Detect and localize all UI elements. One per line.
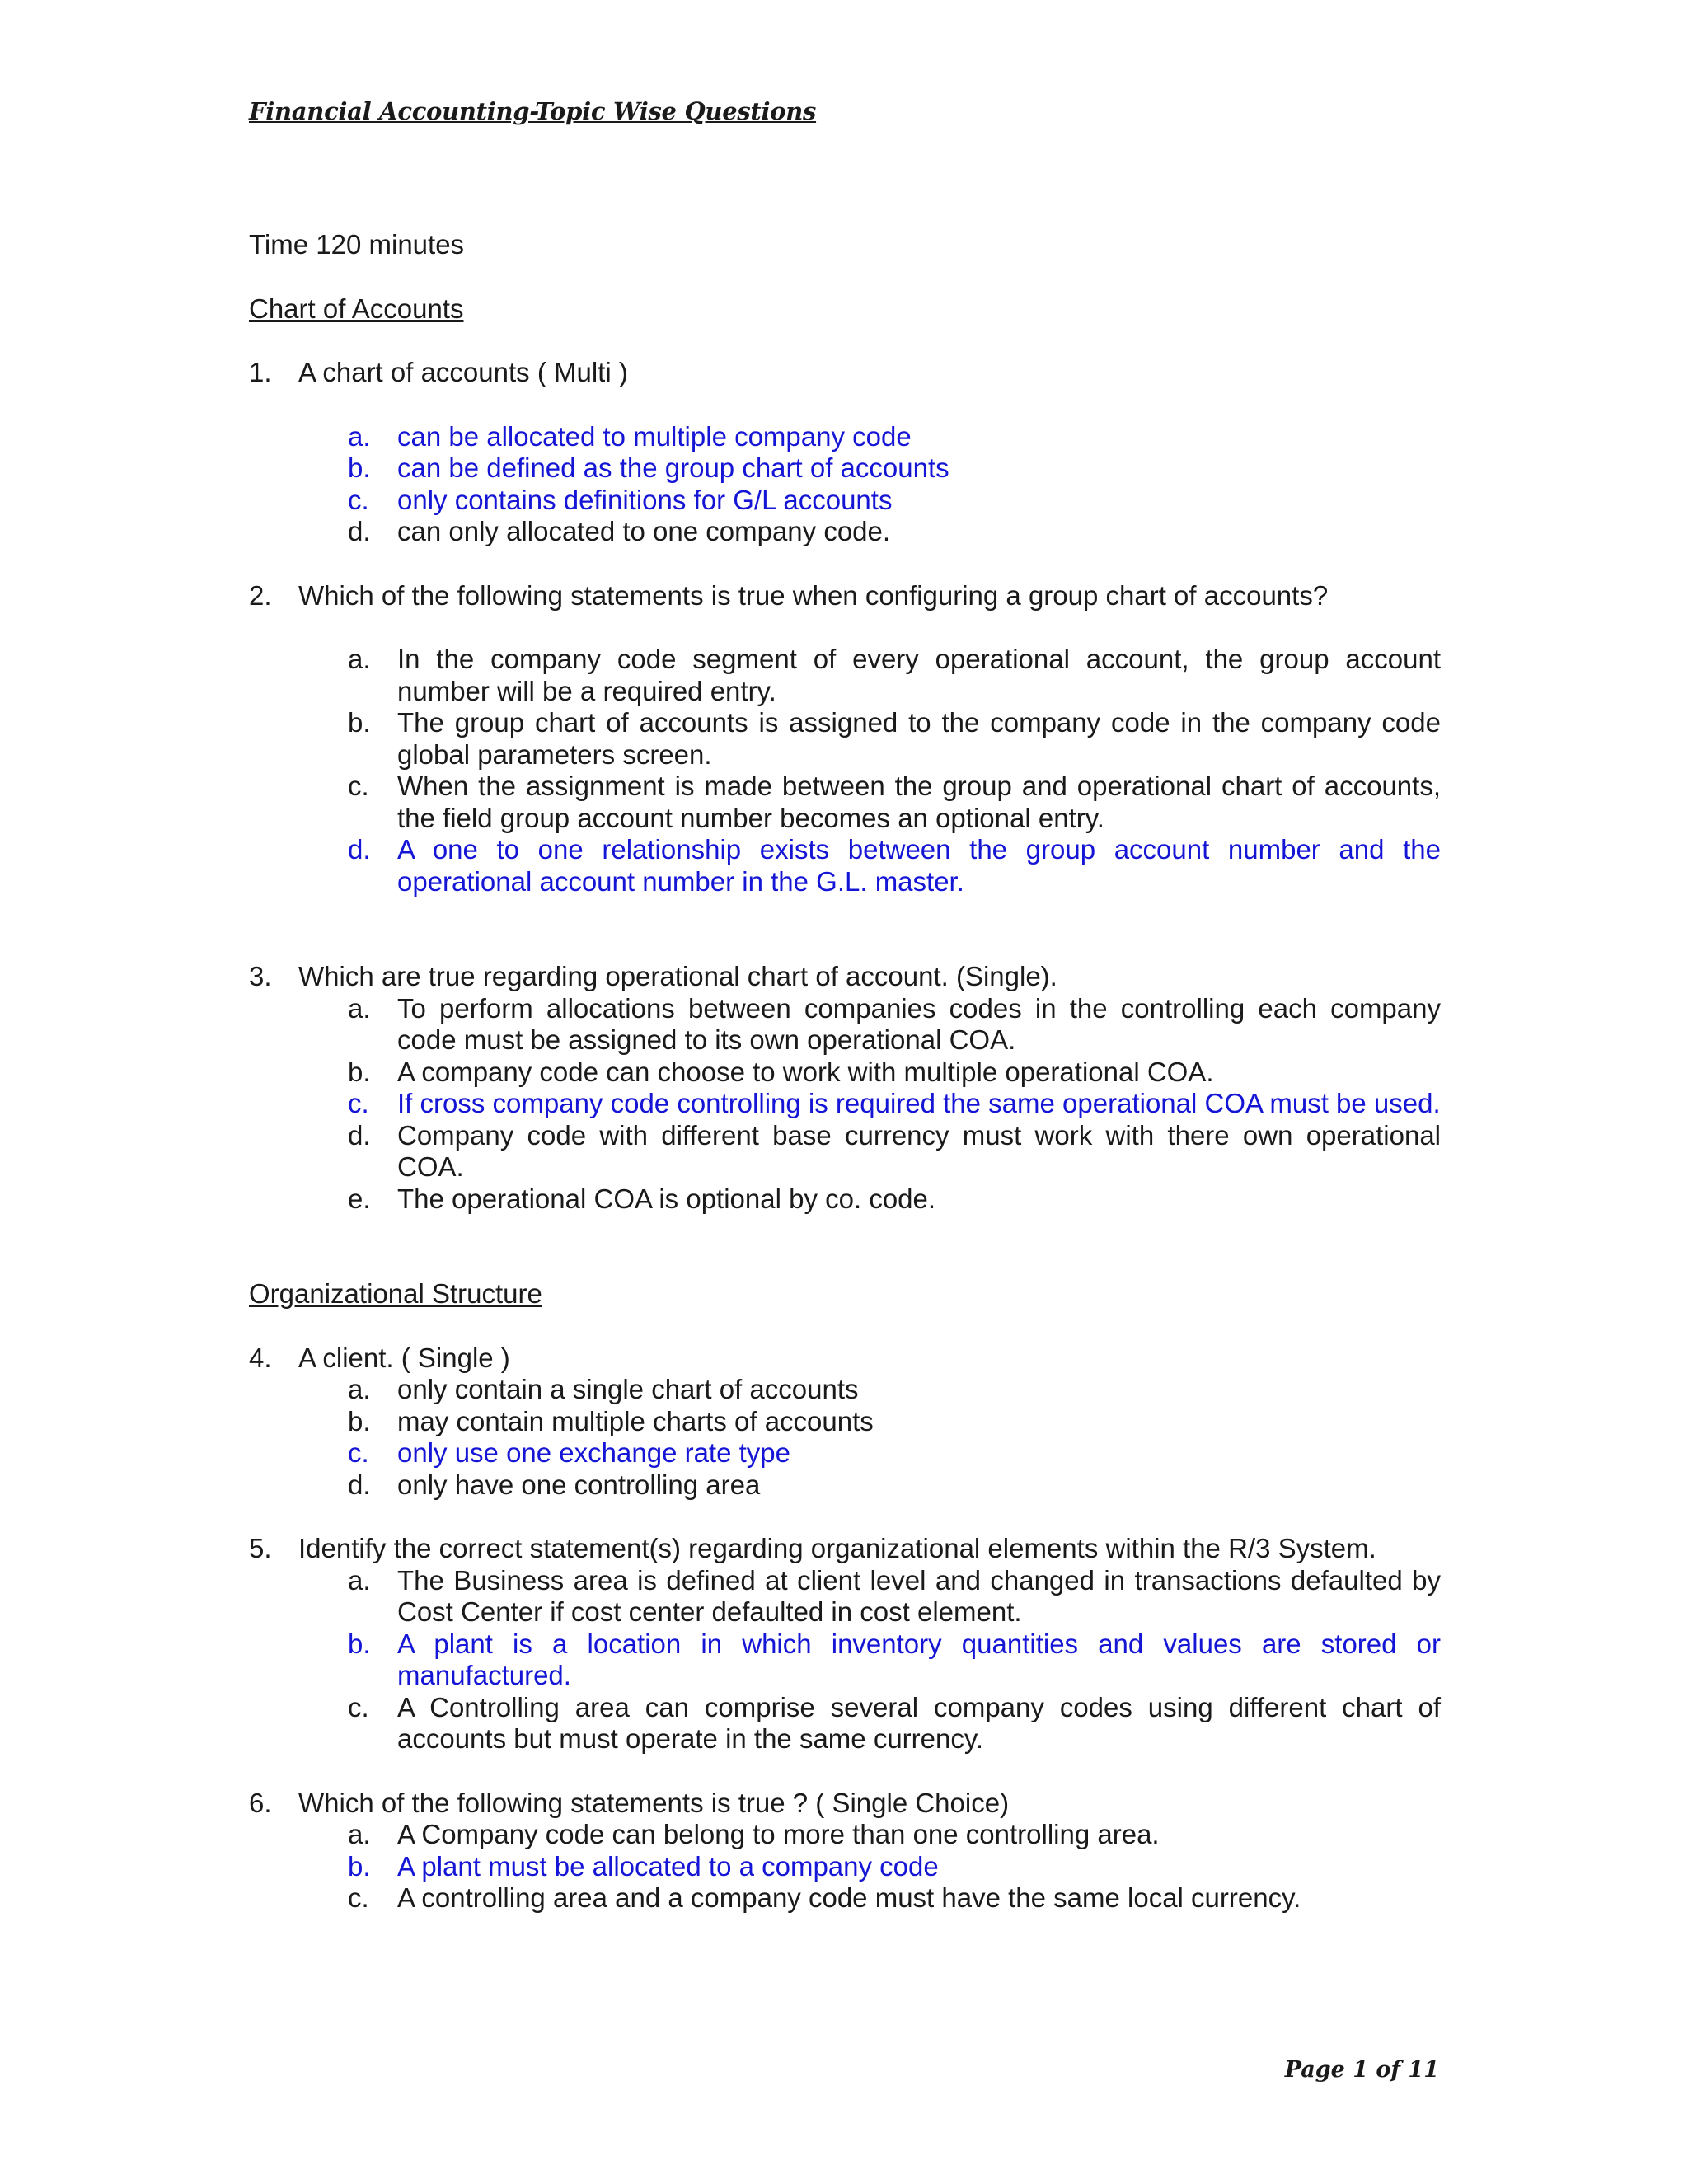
question-1 <box>249 357 1441 389</box>
answer-option-correct <box>348 1437 1441 1469</box>
option-letter: b. <box>348 707 371 738</box>
answer-option-correct <box>348 834 1441 898</box>
answer-option <box>348 1057 1441 1089</box>
option-text: If cross company code controlling is required the same operational COA must be used. <box>397 1088 1441 1118</box>
option-text: When the assignment is made between the group and operational chart of accounts, the field group account number becomes an optional entry. <box>397 771 1441 833</box>
option-text: can be defined as the group chart of accounts <box>397 452 950 483</box>
document-body <box>249 229 1441 1915</box>
answer-option-correct <box>348 1629 1441 1692</box>
answer-option <box>348 993 1441 1057</box>
question-5 <box>249 1533 1441 1565</box>
option-text: A plant must be allocated to a company code <box>397 1850 939 1882</box>
option-letter: c. <box>348 484 369 515</box>
option-text: In the company code segment of every operational account, the group account number will be a required entry. <box>397 644 1441 706</box>
option-text: A Company code can belong to more than one controlling area. <box>397 1819 1160 1849</box>
answer-option-correct <box>348 421 1441 453</box>
option-letter: a. <box>348 1819 371 1849</box>
option-letter: c. <box>348 1691 369 1722</box>
option-text: only contain a single chart of accounts <box>397 1374 859 1404</box>
document-header-title: Financial Accounting-Topic Wise Questions <box>249 97 817 125</box>
answer-option-correct <box>348 452 1441 485</box>
option-letter: b. <box>348 1405 371 1436</box>
answer-option-correct <box>348 1088 1441 1120</box>
option-letter: a. <box>348 644 371 674</box>
option-text: A company code can choose to work with multiple operational COA. <box>397 1056 1214 1087</box>
option-letter: c. <box>348 1882 369 1913</box>
option-text: A one to one relationship exists between the group account number and the operational account number in the G.L. master. <box>397 834 1441 897</box>
answer-option <box>348 1882 1441 1915</box>
question-3 <box>249 961 1441 993</box>
option-letter: c. <box>348 771 369 801</box>
section-heading-chart-of-accounts: Chart of Accounts <box>249 293 464 324</box>
question-number: 6. <box>249 1787 272 1818</box>
answer-option <box>348 516 1441 548</box>
question-6 <box>249 1788 1441 1820</box>
option-text: A Controlling area can comprise several company codes using different chart of accounts but must operate in the same currency. <box>397 1691 1441 1754</box>
question-number: 4. <box>249 1342 272 1373</box>
question-2 <box>249 580 1441 612</box>
time-limit-text: Time 120 minutes <box>249 229 465 260</box>
answer-option-correct <box>348 1851 1441 1883</box>
option-letter: c. <box>348 1437 369 1468</box>
option-letter: c. <box>348 1088 369 1118</box>
question-number: 5. <box>249 1533 272 1563</box>
option-text: can be allocated to multiple company code <box>397 420 912 452</box>
question-text: A client. ( Single ) <box>298 1342 510 1373</box>
option-text: The operational COA is optional by co. code. <box>397 1183 936 1214</box>
option-text: Company code with different base currency must work with there own operational COA. <box>397 1119 1441 1182</box>
section-heading-organizational-structure: Organizational Structure <box>249 1278 542 1309</box>
option-letter: a. <box>348 1564 371 1596</box>
question-text: Identify the correct statement(s) regarding organizational elements within the R/3 System. <box>298 1533 1376 1563</box>
option-letter: d. <box>348 1469 371 1500</box>
option-text: can only allocated to one company code. <box>397 516 891 546</box>
answer-option <box>348 1692 1441 1755</box>
question-text: Which of the following statements is true ? ( Single Choice) <box>298 1787 1010 1818</box>
option-text: To perform allocations between companies codes in the controlling each company code must be assigned to its own operational COA. <box>397 992 1441 1055</box>
question-number: 2. <box>249 579 272 611</box>
option-text: only have one controlling area <box>397 1469 761 1500</box>
question-4 <box>249 1343 1441 1375</box>
answer-option <box>348 644 1441 707</box>
option-letter: d. <box>348 834 371 865</box>
answer-option <box>348 1406 1441 1438</box>
option-text: may contain multiple charts of accounts <box>397 1405 874 1436</box>
answer-option <box>348 1120 1441 1183</box>
option-letter: d. <box>348 516 371 546</box>
question-text: Which of the following statements is true when configuring a group chart of accounts? <box>298 579 1329 611</box>
option-text: The Business area is defined at client level and changed in transactions defaulted by Cost Center if cost center defaulted in cost element. <box>397 1564 1441 1627</box>
option-letter: b. <box>348 452 371 483</box>
option-letter: b. <box>348 1056 371 1087</box>
question-text: A chart of accounts ( Multi ) <box>298 357 628 387</box>
answer-option <box>348 707 1441 771</box>
question-number: 1. <box>249 357 272 387</box>
question-number: 3. <box>249 961 272 991</box>
option-letter: a. <box>348 1374 371 1404</box>
option-text: only contains definitions for G/L accounts <box>397 484 893 515</box>
answer-option <box>348 1565 1441 1629</box>
question-text: Which are true regarding operational chart of account. (Single). <box>298 961 1057 991</box>
answer-option-correct <box>348 485 1441 517</box>
option-letter: a. <box>348 420 371 452</box>
option-letter: e. <box>348 1183 371 1214</box>
answer-option <box>348 1183 1441 1216</box>
answer-option <box>348 771 1441 834</box>
answer-option <box>348 1819 1441 1851</box>
option-text: A plant is a location in which inventory quantities and values are stored or manufactured. <box>397 1628 1441 1690</box>
page-number: Page 1 of 11 <box>1284 2057 1439 2083</box>
answer-option <box>348 1374 1441 1406</box>
option-letter: d. <box>348 1119 371 1151</box>
answer-option <box>348 1469 1441 1502</box>
option-letter: a. <box>348 992 371 1024</box>
option-letter: b. <box>348 1850 371 1882</box>
option-letter: b. <box>348 1628 371 1659</box>
option-text: only use one exchange rate type <box>397 1437 791 1468</box>
option-text: A controlling area and a company code must have the same local currency. <box>397 1882 1301 1913</box>
option-text: The group chart of accounts is assigned to the company code in the company code global parameters screen. <box>397 707 1441 770</box>
